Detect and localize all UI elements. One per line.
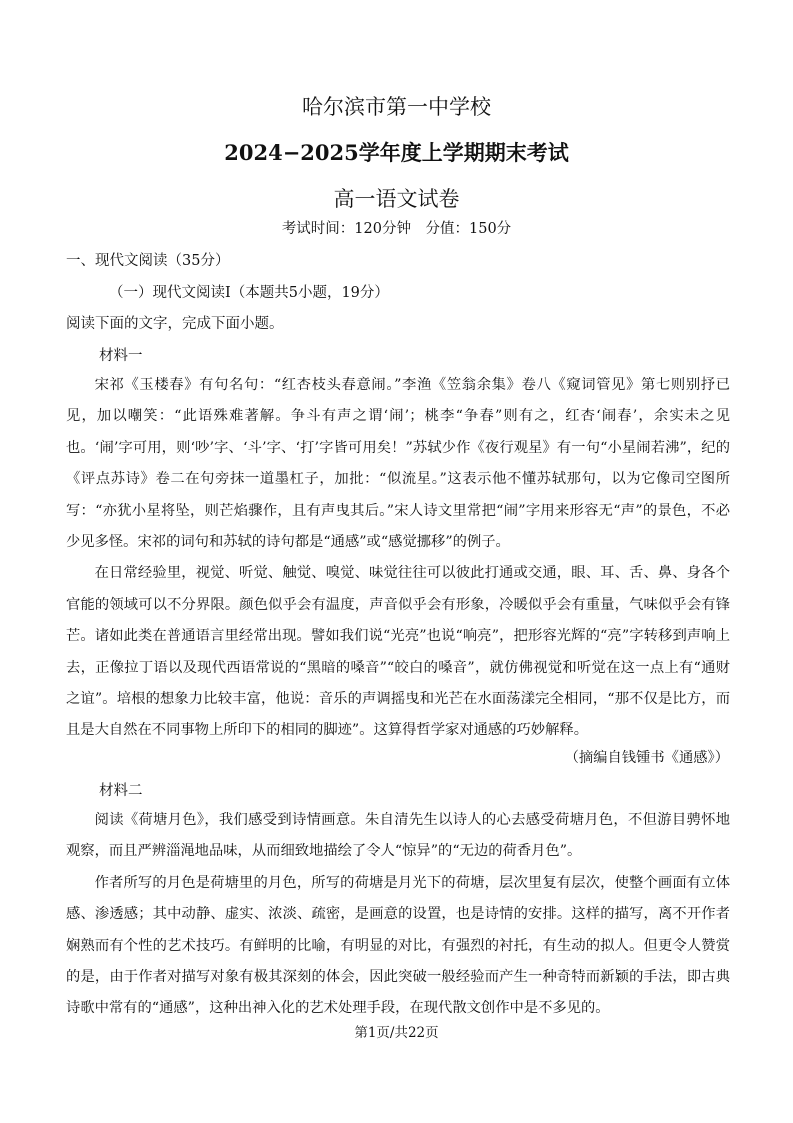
material-2-body <box>66 805 730 1025</box>
material-2-label: 材料二 <box>99 783 143 799</box>
paragraph: 在日常经验里，视觉、听觉、触觉、嗅觉、味觉往往可以彼此打通或交通，眼、耳、舌、鼻、身各个官能的领域可以不分界限。颜色似乎会有温度，声音似乎会有形象，冷暖似乎会有重量，气味似乎会有锋芒。诸如此类在普通语言里经常出现。譬如我们说“光亮”也说“响亮”，把形容光辉的“亮”字转移到声响上去，正像拉丁语以及现代西语常说的“黑暗的嗓音”“皎白的嗓音”，就仿佛视觉和听觉在这一点上有“通财之谊”。培根的想象力比较丰富，他说：音乐的声调摇曳和光芒在水面荡漾完全相同，“那不仅是比方，而且是大自然在不同事物上所印下的相同的脚迹”。这算得哲学家对通感的巧妙解释。 <box>66 565 730 739</box>
material-1-source: （摘编自钱锺书《通感》） <box>564 750 729 766</box>
section-title: 一、现代文阅读（35分） <box>66 253 230 269</box>
subsection-title: （一）现代文阅读Ⅰ（本题共5小题，19分） <box>109 285 389 301</box>
paper-title: 高一语文试卷 <box>333 187 460 211</box>
paragraph: 作者所写的月色是荷塘里的月色，所写的荷塘是月光下的荷塘，层次里复有层次，使整个画面有立体感、渗透感；其中动静、虚实、浓淡、疏密，是画意的设置，也是诗情的安排。这样的描写，离不开作者娴熟而有个性的艺术技巧。有鲜明的比喻，有明显的对比，有强烈的衬托，有生动的拟人。但更令人赞赏的是，由于作者对描写对象有极其深刻的体会，因此突破一般经验而产生一种奇特而新颖的手法，即古典诗歌中常有的“通感”，这种出神入化的艺术处理手段，在现代散文创作中是不多见的。 <box>66 874 730 1017</box>
paragraph: 阅读《荷塘月色》，我们感受到诗情画意。朱自清先生以诗人的心去感受荷塘月色，不但游目骋怀地观察，而且严辨淄渑地品味，从而细致地描绘了令人“惊异”的“无边的荷香月色”。 <box>66 812 730 860</box>
paragraph: 宋祁《玉楼春》有句名句：“红杏枝头春意闹。”李渔《笠翁余集》卷八《窥词管见》第七则别抒已见，加以嘲笑：“此语殊难著解。争斗有声之谓‘闹’；桃李“争春”则有之，红杏‘闹春’，余实未之见也。‘闹’字可用，则‘吵’字、‘斗’字、‘打’字皆可用矣！”苏轼少作《夜行观星》有一句“小星闹若沸”，纪的《评点苏诗》卷二在句旁抹一道墨杠子，加批：“似流星。”这表示他不懂苏轼那句，以为它像司空图所写：“亦犹小星将坠，则芒焰骤作，且有声曳其后。”宋人诗文里常把“闹”字用来形容无“声”的景色，不必少见多怪。宋祁的词句和苏轼的诗句都是“通感”或“感觉挪移”的例子。 <box>66 377 730 551</box>
instruction-text: 阅读下面的文字，完成下面小题。 <box>66 316 284 332</box>
exam-meta: 考试时间：120分钟 分值：150分 <box>281 221 512 237</box>
material-1-label: 材料一 <box>99 348 143 364</box>
page-number: 第1页/共22页 <box>354 1025 439 1041</box>
exam-title: 2024−2025学年度上学期期末考试 <box>224 140 569 165</box>
school-name: 哈尔滨市第一中学校 <box>302 95 491 119</box>
material-1-body <box>66 370 730 747</box>
